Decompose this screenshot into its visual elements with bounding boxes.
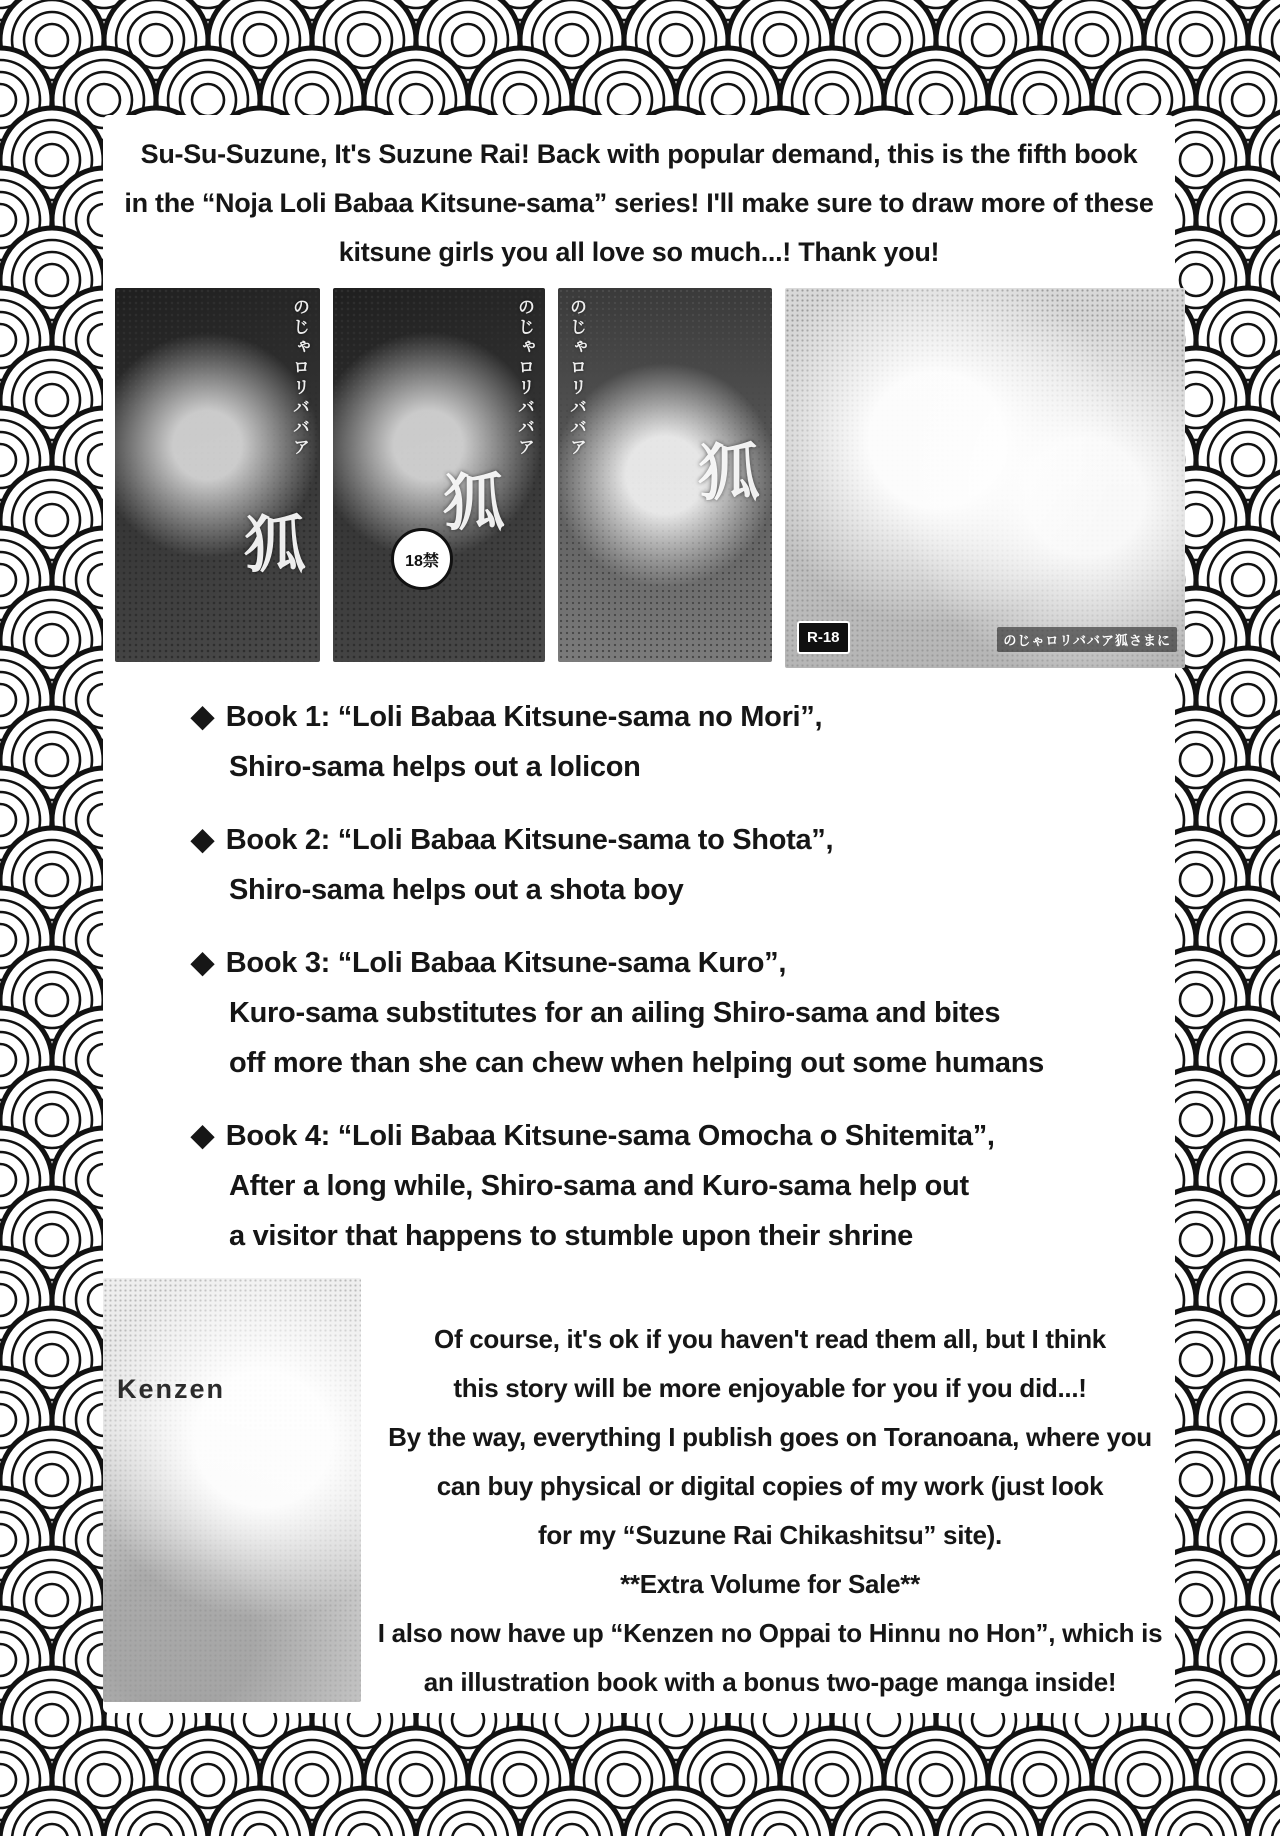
intro-line-3: kitsune girls you all love so much...! Thank you! — [338, 237, 940, 267]
cover-3-kanji: 狐 — [697, 436, 760, 509]
cover-1-vertical-title: のじゃロリババア — [290, 298, 309, 458]
book-cover-1-thumbnail — [115, 288, 320, 662]
book-list — [191, 692, 1091, 1284]
outro-line-3: By the way, everything I publish goes on Toranoana, where you — [388, 1422, 1152, 1452]
book-cover-2-thumbnail — [333, 288, 545, 662]
outro-line-1: Of course, it's ok if you haven't read them all, but I think — [434, 1324, 1106, 1354]
content-panel — [103, 115, 1175, 1713]
kenzen-cover-title: Kenzen — [117, 1374, 226, 1404]
outro-line-8: an illustration book with a bonus two-page manga inside! — [423, 1667, 1117, 1697]
cover-4-r18-badge: R-18 — [797, 621, 850, 654]
book-covers-row — [115, 288, 1185, 666]
outro-line-6: **Extra Volume for Sale** — [620, 1569, 920, 1599]
intro-line-1: Su-Su-Suzune, It's Suzune Rai! Back with popular demand, this is the fifth book — [140, 139, 1138, 169]
intro-line-2: in the “Noja Loli Babaa Kitsune-sama” series! I'll make sure to draw more of these — [124, 188, 1154, 218]
cover-1-kanji: 狐 — [243, 508, 306, 581]
kenzen-book-cover-thumbnail — [103, 1278, 361, 1702]
intro-paragraph — [115, 130, 1163, 277]
diamond-bullet-icon: ◆ — [191, 946, 214, 979]
diamond-bullet-icon: ◆ — [191, 700, 214, 733]
cover-2-kanji: 狐 — [442, 466, 505, 539]
book-cover-4-thumbnail — [785, 288, 1185, 668]
book-3-title: Book 3: “Loli Babaa Kitsune-sama Kuro”, — [225, 947, 787, 979]
book-list-item-4 — [191, 1111, 1091, 1261]
outro-paragraph — [360, 1315, 1180, 1707]
book-list-item-2 — [191, 815, 1091, 915]
cover-2-age-rating-badge: 18禁 — [391, 528, 453, 590]
outro-line-2: this story will be more enjoyable for you if you did...! — [453, 1373, 1087, 1403]
book-list-item-3 — [191, 938, 1091, 1088]
book-4-title: Book 4: “Loli Babaa Kitsune-sama Omocha o Shitemita”, — [225, 1120, 995, 1152]
diamond-bullet-icon: ◆ — [191, 1119, 214, 1152]
book-list-item-1 — [191, 692, 1091, 792]
outro-line-5: for my “Suzune Rai Chikashitsu” site). — [538, 1520, 1002, 1550]
cover-3-vertical-title: のじゃロリババア — [567, 298, 586, 458]
book-cover-3-thumbnail — [558, 288, 772, 662]
outro-line-7: I also now have up “Kenzen no Oppai to Hinnu no Hon”, which is — [377, 1618, 1163, 1648]
cover-2-vertical-title: のじゃロリババア — [515, 298, 534, 458]
cover-4-caption: のじゃロリババア狐さまに — [997, 627, 1177, 652]
book-1-title: Book 1: “Loli Babaa Kitsune-sama no Mori”, — [225, 701, 823, 733]
book-4-description-line-1: After a long while, Shiro-sama and Kuro-sama help out — [229, 1170, 969, 1202]
book-1-description: Shiro-sama helps out a lolicon — [229, 751, 641, 783]
book-4-description-line-2: a visitor that happens to stumble upon their shrine — [229, 1220, 913, 1252]
book-2-description: Shiro-sama helps out a shota boy — [229, 874, 684, 906]
diamond-bullet-icon: ◆ — [191, 823, 214, 856]
book-3-description-line-2: off more than she can chew when helping out some humans — [229, 1047, 1044, 1079]
book-2-title: Book 2: “Loli Babaa Kitsune-sama to Shota”, — [225, 824, 834, 856]
outro-line-4: can buy physical or digital copies of my work (just look — [436, 1471, 1104, 1501]
book-3-description-line-1: Kuro-sama substitutes for an ailing Shiro-sama and bites — [229, 997, 1001, 1029]
